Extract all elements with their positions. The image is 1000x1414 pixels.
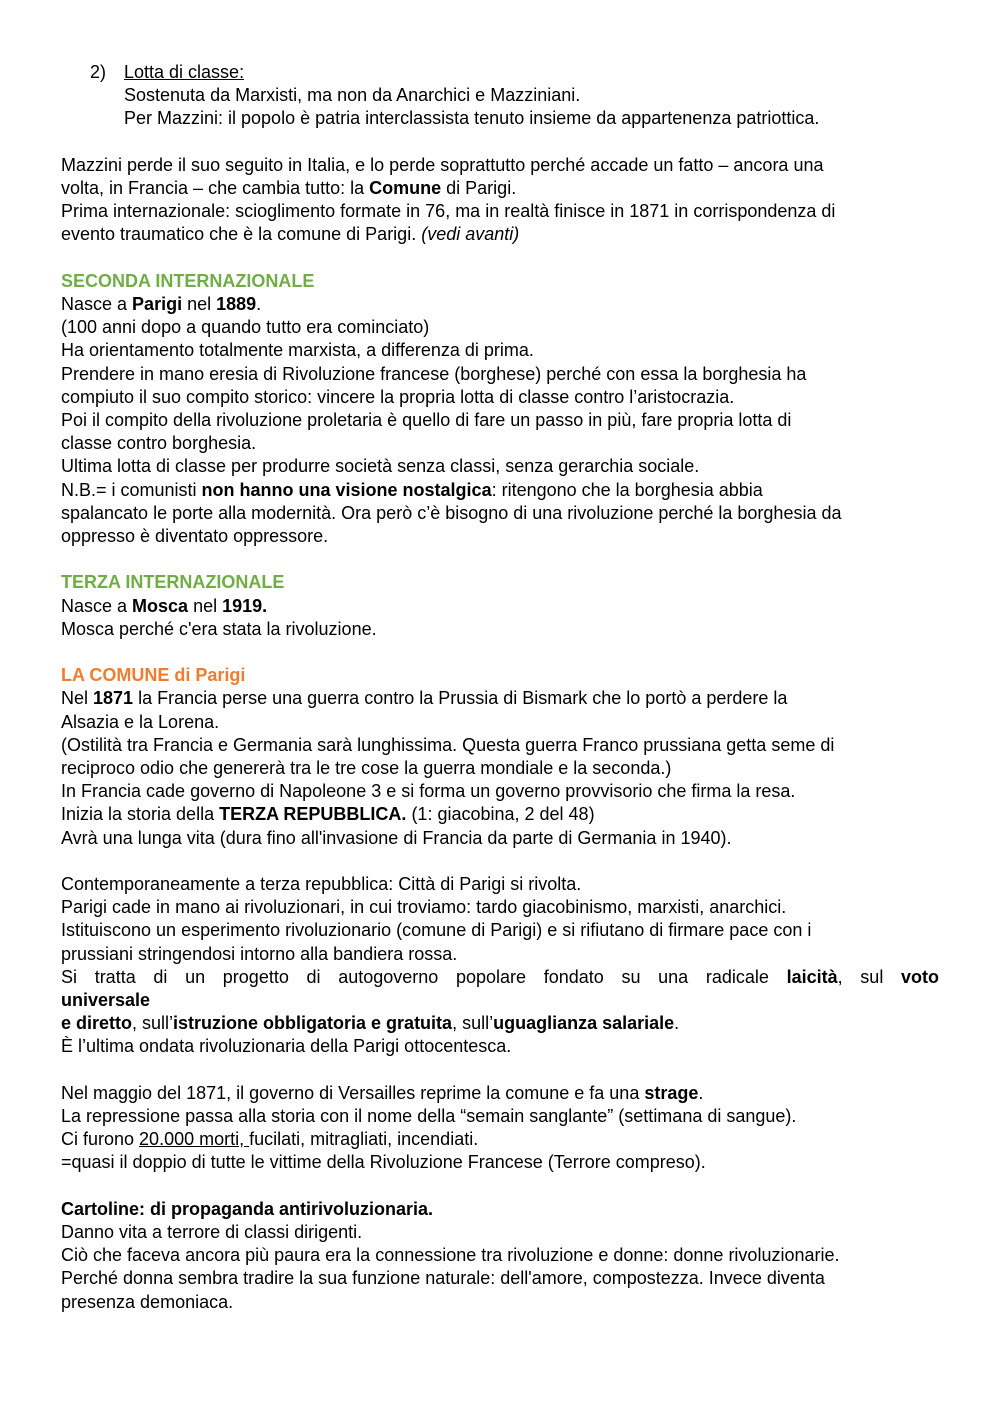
- paragraph-contemporaneamente: Contemporaneamente a terza repubblica: Città di Parigi si rivolta. Parigi cade in mano ai rivoluzionari, in cui troviamo: tardo giacobinismo, marxisti, anarchici. Istituiscono un esperimento rivoluzionario (comune di Parigi) e si rifiutano di firmare pace con i prussiani stringendosi intorno alla bandiera rossa. Si tratta di un progetto di autogoverno popolare fondato su una radicale laicità, sul voto universale e diretto, sull’istruzione obbligatoria e gratuita, sull’uguaglianza salariale. È l’ultima ondata rivoluzionaria della Parigi ottocentesca.: [61, 874, 940, 1057]
- section-heading: SECONDA INTERNAZIONALE: [61, 270, 315, 291]
- intro-paragraph: Mazzini perde il suo seguito in Italia, e lo perde soprattutto perché accade un fatto – ancora una volta, in Francia – che cambia tutto: la Comune di Parigi. Prima internazionale: scioglimento formate in 76, ma in realtà finisce in 1871 in corrispondenza di evento traumatico che è la comune di Parigi. (vedi avanti): [61, 154, 836, 245]
- section-heading: TERZA INTERNAZIONALE: [61, 572, 285, 593]
- list-number: 2): [90, 62, 107, 82]
- document-page: [61, 61, 939, 1314]
- section-heading: LA COMUNE di Parigi: [61, 665, 246, 686]
- list-item-lotta-di-classe: [61, 61, 939, 131]
- text-line: Per Mazzini: il popolo è patria interclassista tenuto insieme da appartenenza patriottica.: [124, 108, 820, 129]
- section-heading: Cartoline: di propaganda antirivoluzionaria.: [61, 1198, 434, 1219]
- list-item-title: Lotta di classe:: [124, 62, 245, 82]
- section-seconda-internazionale: SECONDA INTERNAZIONALE Nasce a Parigi nel 1889. (100 anni dopo a quando tutto era cominciato) Ha orientamento totalmente marxista, a differenza di prima. Prendere in mano eresia di Rivoluzione francese (borghese) perché con essa la borghesia ha compiuto il suo compito storico: vincere la propria lotta di classe contro l’aristocrazia. Poi il compito della rivoluzione proletaria è quello di fare un passo in più, fare propria lotta di classe contro borghesia. Ultima lotta di classe per produrre società senza classi, senza gerarchia sociale. N.B.= i comunisti non hanno una visione nostalgica: ritengono che la borghesia abbia spalancato le porte alla modernità. Ora però c’è bisogno di una rivoluzione perché la borghesia da oppresso è diventato oppressore.: [61, 270, 939, 548]
- section-terza-internazionale: TERZA INTERNAZIONALE Nasce a Mosca nel 1919. Mosca perché c'era stata la rivoluzione.: [61, 571, 939, 641]
- section-comune-di-parigi: LA COMUNE di Parigi Nel 1871 la Francia perse una guerra contro la Prussia di Bismark che lo portò a perdere la Alsazia e la Lorena. (Ostilità tra Francia e Germania sarà lunghissima. Questa guerra Franco prussiana getta seme di reciproco odio che genererà tra le tre cose la guerra mondiale e la seconda.) In Francia cade governo di Napoleone 3 e si forma un governo provvisorio che firma la resa. Inizia la storia della TERZA REPUBBLICA. (1: giacobina, 2 del 48) Avrà una lunga vita (dura fino all'invasione di Francia da parte di Germania in 1940).: [61, 664, 939, 850]
- text-line: Sostenuta da Marxisti, ma non da Anarchici e Mazziniani.: [124, 85, 581, 106]
- section-cartoline: Cartoline: di propaganda antirivoluzionaria. Danno vita a terrore di classi dirigenti. Ciò che faceva ancora più paura era la connessione tra rivoluzione e donne: donne rivoluzionarie. Perché donna sembra tradire la sua funzione naturale: dell'amore, compostezza. Invece diventa presenza demoniaca.: [61, 1198, 840, 1312]
- paragraph-maggio-1871: Nel maggio del 1871, il governo di Versailles reprime la comune e fa una strage. La repressione passa alla storia con il nome della “semain sanglante” (settimana di sangue). Ci furono 20.000 morti, fucilati, mitragliati, incendiati. =quasi il doppio di tutte le vittime della Rivoluzione Francese (Terrore compreso).: [61, 1082, 797, 1173]
